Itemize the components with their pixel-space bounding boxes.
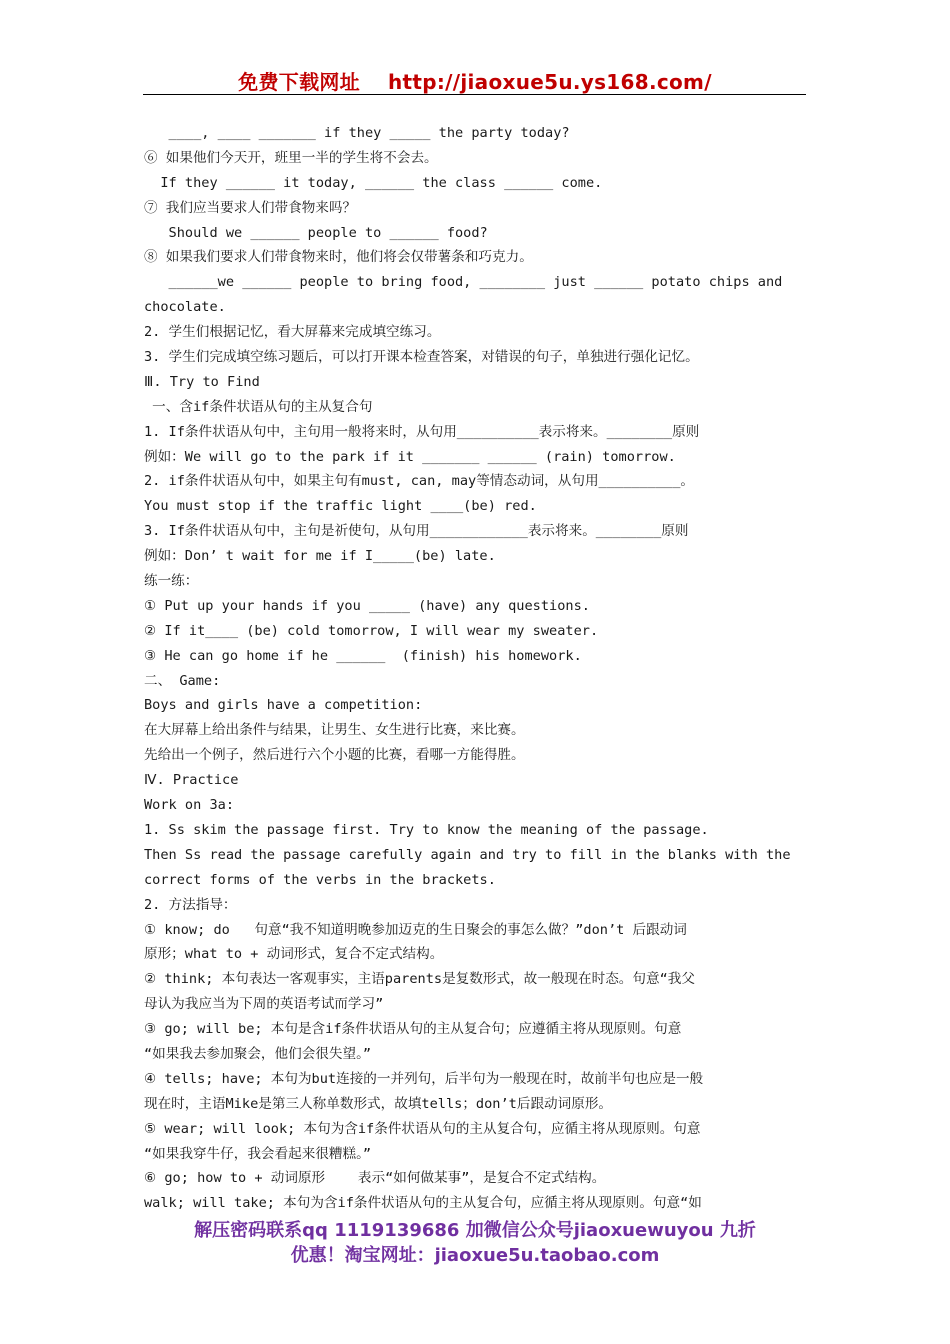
text-line: Boys and girls have a competition: (144, 697, 423, 714)
text-line: 练一练： (144, 573, 199, 590)
text-line: correct forms of the verbs in the brackets. (144, 871, 496, 888)
text-line: If they ______ it today, ______ the class ______ come. (144, 174, 603, 191)
text-line: ____, ____ _______ if they _____ the party today? (144, 125, 570, 141)
text-line: ① Put up your hands if you _____ (have) any questions. (144, 597, 590, 614)
text-line: “如果我穿牛仔，我会看起来很糟糕。” (144, 1145, 372, 1162)
text-line: 2. 学生们根据记忆，看大屏幕来完成填空练习。 (144, 324, 441, 341)
text-line: Should we ______ people to ______ food? (144, 224, 488, 241)
text-line: 2. if条件状语从句中，如果主句有must, can, may等情态动词，从句用__________。 (144, 473, 694, 490)
footer-line-1: 解压密码联系qq 1119139686 加微信公众号jiaoxuewuyou 九折 (194, 1220, 756, 1241)
text-line: ⑤ wear; will look; 本句为含if条件状语从句的主从复合句，应循主将从现原则。句意 (144, 1120, 701, 1137)
text-line: “如果我去参加聚会，他们会很失望。” (144, 1045, 372, 1062)
text-line: 1. Ss skim the passage first. Try to know the meaning of the passage. (144, 821, 709, 838)
text-line: ⑥ go; how to + 动词原形 表示“如何做某事”，是复合不定式结构。 (144, 1170, 606, 1187)
text-line: 例如：Don’ t wait for me if I_____(be) late. (144, 548, 496, 565)
text-line: ① know; do 句意“我不知道明晚参加迈克的生日聚会的事怎么做？”don’t 后跟动词 (144, 921, 687, 938)
text-line: 1. If条件状语从句中，主句用一般将来时，从句用__________表示将来。________原则 (144, 423, 700, 440)
header-url-link[interactable]: http://jiaoxue5u.ys168.com/ (387, 70, 712, 94)
text-line: ______we ______ people to bring food, ________ just ______ potato chips and (144, 274, 783, 291)
text-line: ② think; 本句表达一客观事实，主语parents是复数形式，故一般现在时态。句意“我父 (144, 971, 695, 988)
text-line: 3. 学生们完成填空练习题后，可以打开课本检查答案，对错误的句子，单独进行强化记忆。 (144, 349, 699, 366)
page-header (0, 66, 950, 95)
text-line: Ⅳ. Practice (144, 772, 239, 789)
text-line: 母认为我应当为下周的英语考试而学习” (144, 996, 384, 1013)
text-line: 在大屏幕上给出条件与结果，让男生、女生进行比赛，来比赛。 (144, 722, 525, 739)
text-line: chocolate. (144, 299, 226, 316)
text-line: 先给出一个例子，然后进行六个小题的比赛，看哪一方能得胜。 (144, 747, 525, 764)
text-line: 二、 Game: (144, 672, 221, 689)
text-line: ⑧ 如果我们要求人们带食物来时，他们将会仅带薯条和巧克力。 (144, 249, 533, 266)
header-label: 免费下载网址 (238, 70, 360, 94)
text-line: 原形；what to + 动词形式，复合不定式结构。 (144, 946, 444, 963)
page-footer (0, 1218, 950, 1268)
document-body (144, 121, 807, 1216)
header-divider (143, 94, 806, 95)
text-line: 现在时，主语Mike是第三人称单数形式，故填tells；don’t后跟动词原形。 (144, 1095, 613, 1112)
text-line: ③ He can go home if he ______ (finish) his homework. (144, 647, 582, 664)
text-line: Work on 3a: (144, 797, 235, 814)
text-line: Then Ss read the passage carefully again and try to fill in the blanks with the (144, 846, 791, 863)
text-line: ② If it____ (be) cold tomorrow, I will wear my sweater. (144, 622, 599, 639)
footer-line-2: 优惠！淘宝网址：jiaoxue5u.taobao.com (290, 1245, 660, 1266)
text-line: ⑦ 我们应当要求人们带食物来吗？ (144, 199, 357, 216)
text-line: 2. 方法指导： (144, 896, 237, 913)
text-line: ③ go; will be; 本句是含if条件状语从句的主从复合句；应遵循主将从现原则。句意 (144, 1021, 682, 1038)
text-line: Ⅲ. Try to Find (144, 373, 260, 390)
text-line: ④ tells; have; 本句为but连接的一并列句，后半句为一般现在时，故前半句也应是一般 (144, 1070, 704, 1087)
text-line: You must stop if the traffic light ____(be) red. (144, 498, 537, 515)
text-line: ⑥ 如果他们今天开，班里一半的学生将不会去。 (144, 149, 438, 166)
text-line: 3. If条件状语从句中，主句是祈使句，从句用____________表示将来。________原则 (144, 523, 689, 540)
text-line: 例如：We will go to the park if it _______ ______ (rain) tomorrow. (144, 448, 676, 465)
text-line: walk; will take; 本句为含if条件状语从句的主从复合句，应循主将从现原则。句意“如 (144, 1195, 702, 1212)
text-line: 一、含if条件状语从句的主从复合句 (144, 398, 373, 415)
